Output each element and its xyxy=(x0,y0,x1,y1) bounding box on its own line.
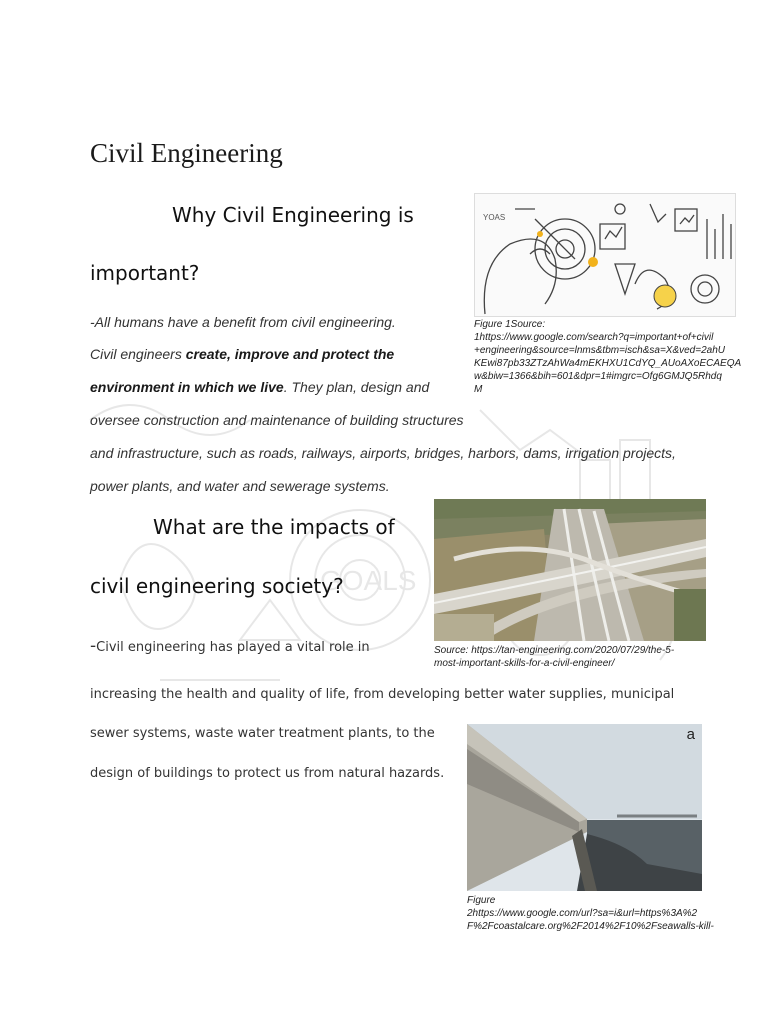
figure1-doodle-drawing xyxy=(475,194,735,316)
section1-paragraph-line1: -All humans have a benefit from civil engineering. xyxy=(90,314,396,330)
section2-paragraph-line2: increasing the health and quality of life, from developing better water supplies, municipal xyxy=(90,687,675,702)
section2-heading-line1: What are the impacts of xyxy=(153,515,395,539)
section2-heading-line2: civil engineering society? xyxy=(90,574,344,598)
lightbulb-icon xyxy=(654,285,676,307)
figure3-seawall-photo xyxy=(467,724,702,891)
watermark-goals-text: GOALS xyxy=(320,565,417,596)
seawall-image xyxy=(467,724,702,891)
figure2-caption: Source: https://tan-engineering.com/2020/07/29/the-5- most-important-skills-for-a-civil-engineer/ xyxy=(434,645,675,669)
document-title: Civil Engineering xyxy=(90,138,283,168)
section1-paragraph-line3: environment in which we live. They plan, design and xyxy=(90,379,430,395)
section2-paragraph-line3: sewer systems, waste water treatment plants, to the xyxy=(90,726,435,741)
figure1-illustration xyxy=(474,193,736,317)
section1-paragraph-line4: oversee construction and maintenance of building structures xyxy=(90,412,464,428)
section1-heading-line2: important? xyxy=(90,261,200,285)
section2-paragraph-line1: -Civil engineering has played a vital role in xyxy=(90,636,370,656)
yellow-dot-icon xyxy=(588,257,598,267)
figure1-yoas-label: YOAS xyxy=(483,213,506,222)
figure1-caption: Figure 1Source: 1https://www.google.com/search?q=important+of+civil +engineering&source=lnms&tbm=isch&sa=X&ved=2ahU KEwi87pb33ZTzAhWa4mEKHXU1CdYQ_AUoAXoECAEQA w&biw=1366&bih=601&dpr=1#imgrc=Ofg6GMJQ5Rhdq M xyxy=(474,319,742,395)
highway-aerial-image xyxy=(434,499,706,641)
figure3-panel-label: a xyxy=(686,726,695,743)
section2-paragraph-line4: design of buildings to protect us from natural hazards. xyxy=(90,766,445,781)
section1-paragraph-line6: power plants, and water and sewerage systems. xyxy=(90,478,390,494)
section1-paragraph-line5: and infrastructure, such as roads, railways, airports, bridges, harbors, dams, irrigation projects, xyxy=(90,445,676,461)
section1-paragraph-line2: Civil engineers create, improve and protect the xyxy=(90,346,395,362)
figure3-caption: Figure 2https://www.google.com/url?sa=i&url=https%3A%2 F%2Fcoastalcare.org%2F2014%2F10%2Fseawalls-kill- xyxy=(467,895,714,932)
section1-heading-line1: Why Civil Engineering is xyxy=(172,203,414,227)
figure2-highway-photo xyxy=(434,499,706,641)
